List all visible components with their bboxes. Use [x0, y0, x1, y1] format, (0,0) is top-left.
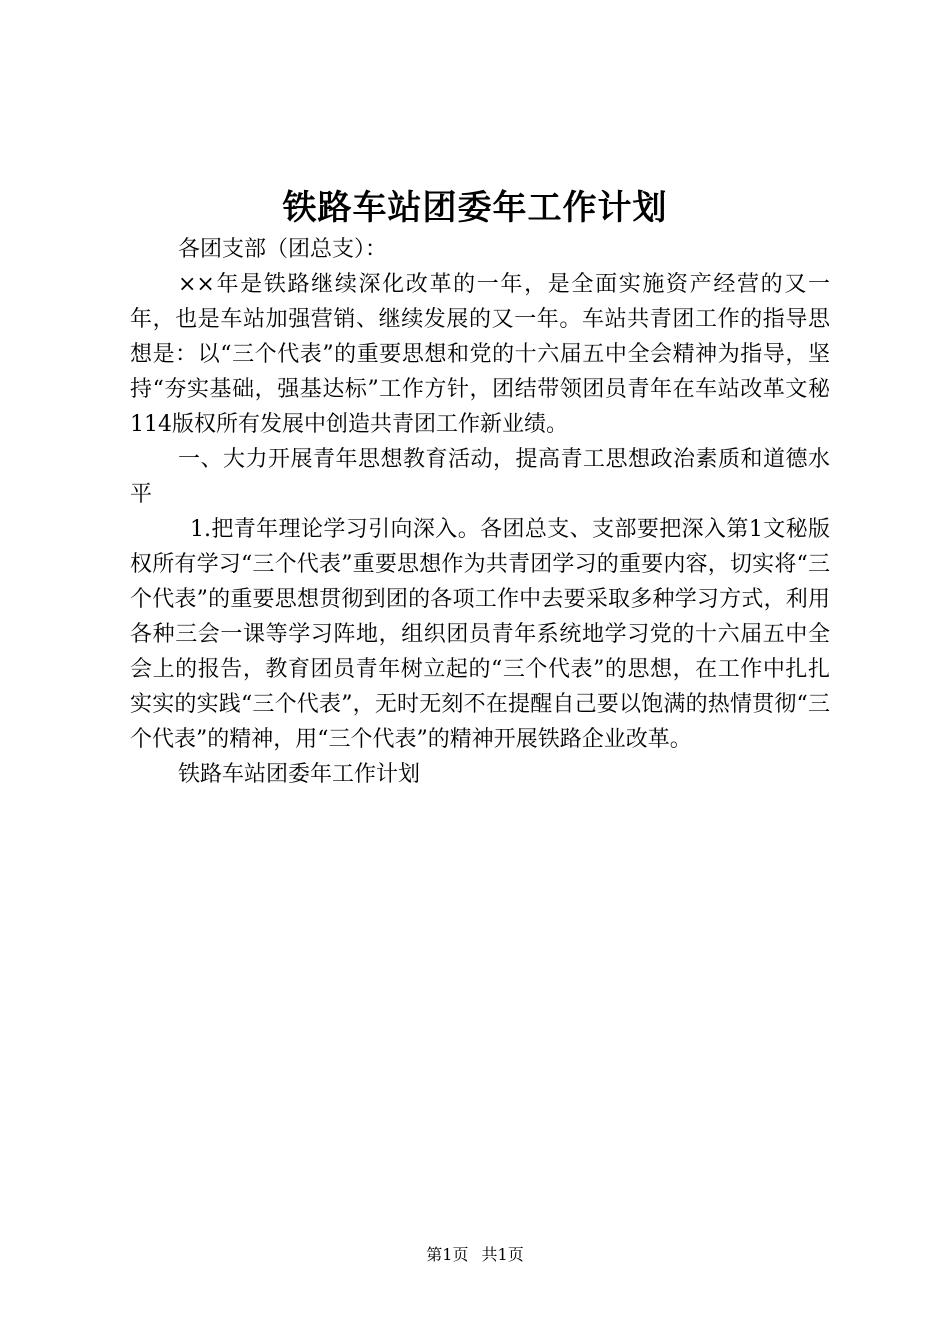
salutation: 各团支部（团总支）：	[178, 237, 388, 262]
document-body	[130, 232, 830, 792]
intro-paragraph: ××年是铁路继续深化改革的一年，是全面实施资产经营的又一年，也是车站加强营销、继续发展的又一年。车站共青团工作的指导思想是：以“三个代表”的重要思想和党的十六届五中全会精神为指导，坚持“夯实基础，强基达标”工作方针，团结带领团员青年在车站改革文秘114版权所有发展中创造共青团工作新业绩。	[130, 272, 830, 437]
document-title: 铁路车站团委年工作计划	[282, 188, 668, 228]
page-count: 共1页	[481, 1245, 524, 1264]
item-paragraph-1: 1.把青年理论学习引向深入。各团总支、支部要把深入第1文秘版权所有学习“三个代表”重要思想作为共青团学习的重要内容，切实将“三个代表”的重要思想贯彻到团的各项工作中去要采取多种学习方式，利用各种三会一课等学习阵地，组织团员青年系统地学习党的十六届五中全会上的报告，教育团员青年树立起的“三个代表”的思想，在工作中扎扎实实的实践“三个代表”，无时无刻不在提醒自己要以饱满的热情贯彻“三个代表”的精神，用“三个代表”的精神开展铁路企业改革。	[130, 517, 830, 752]
page-number: 第1页	[426, 1245, 469, 1264]
page-footer	[0, 1245, 950, 1265]
closing-title: 铁路车站团委年工作计划	[178, 762, 421, 787]
section-heading-1: 一、大力开展青年思想教育活动，提高青工思想政治素质和道德水平	[130, 447, 830, 507]
